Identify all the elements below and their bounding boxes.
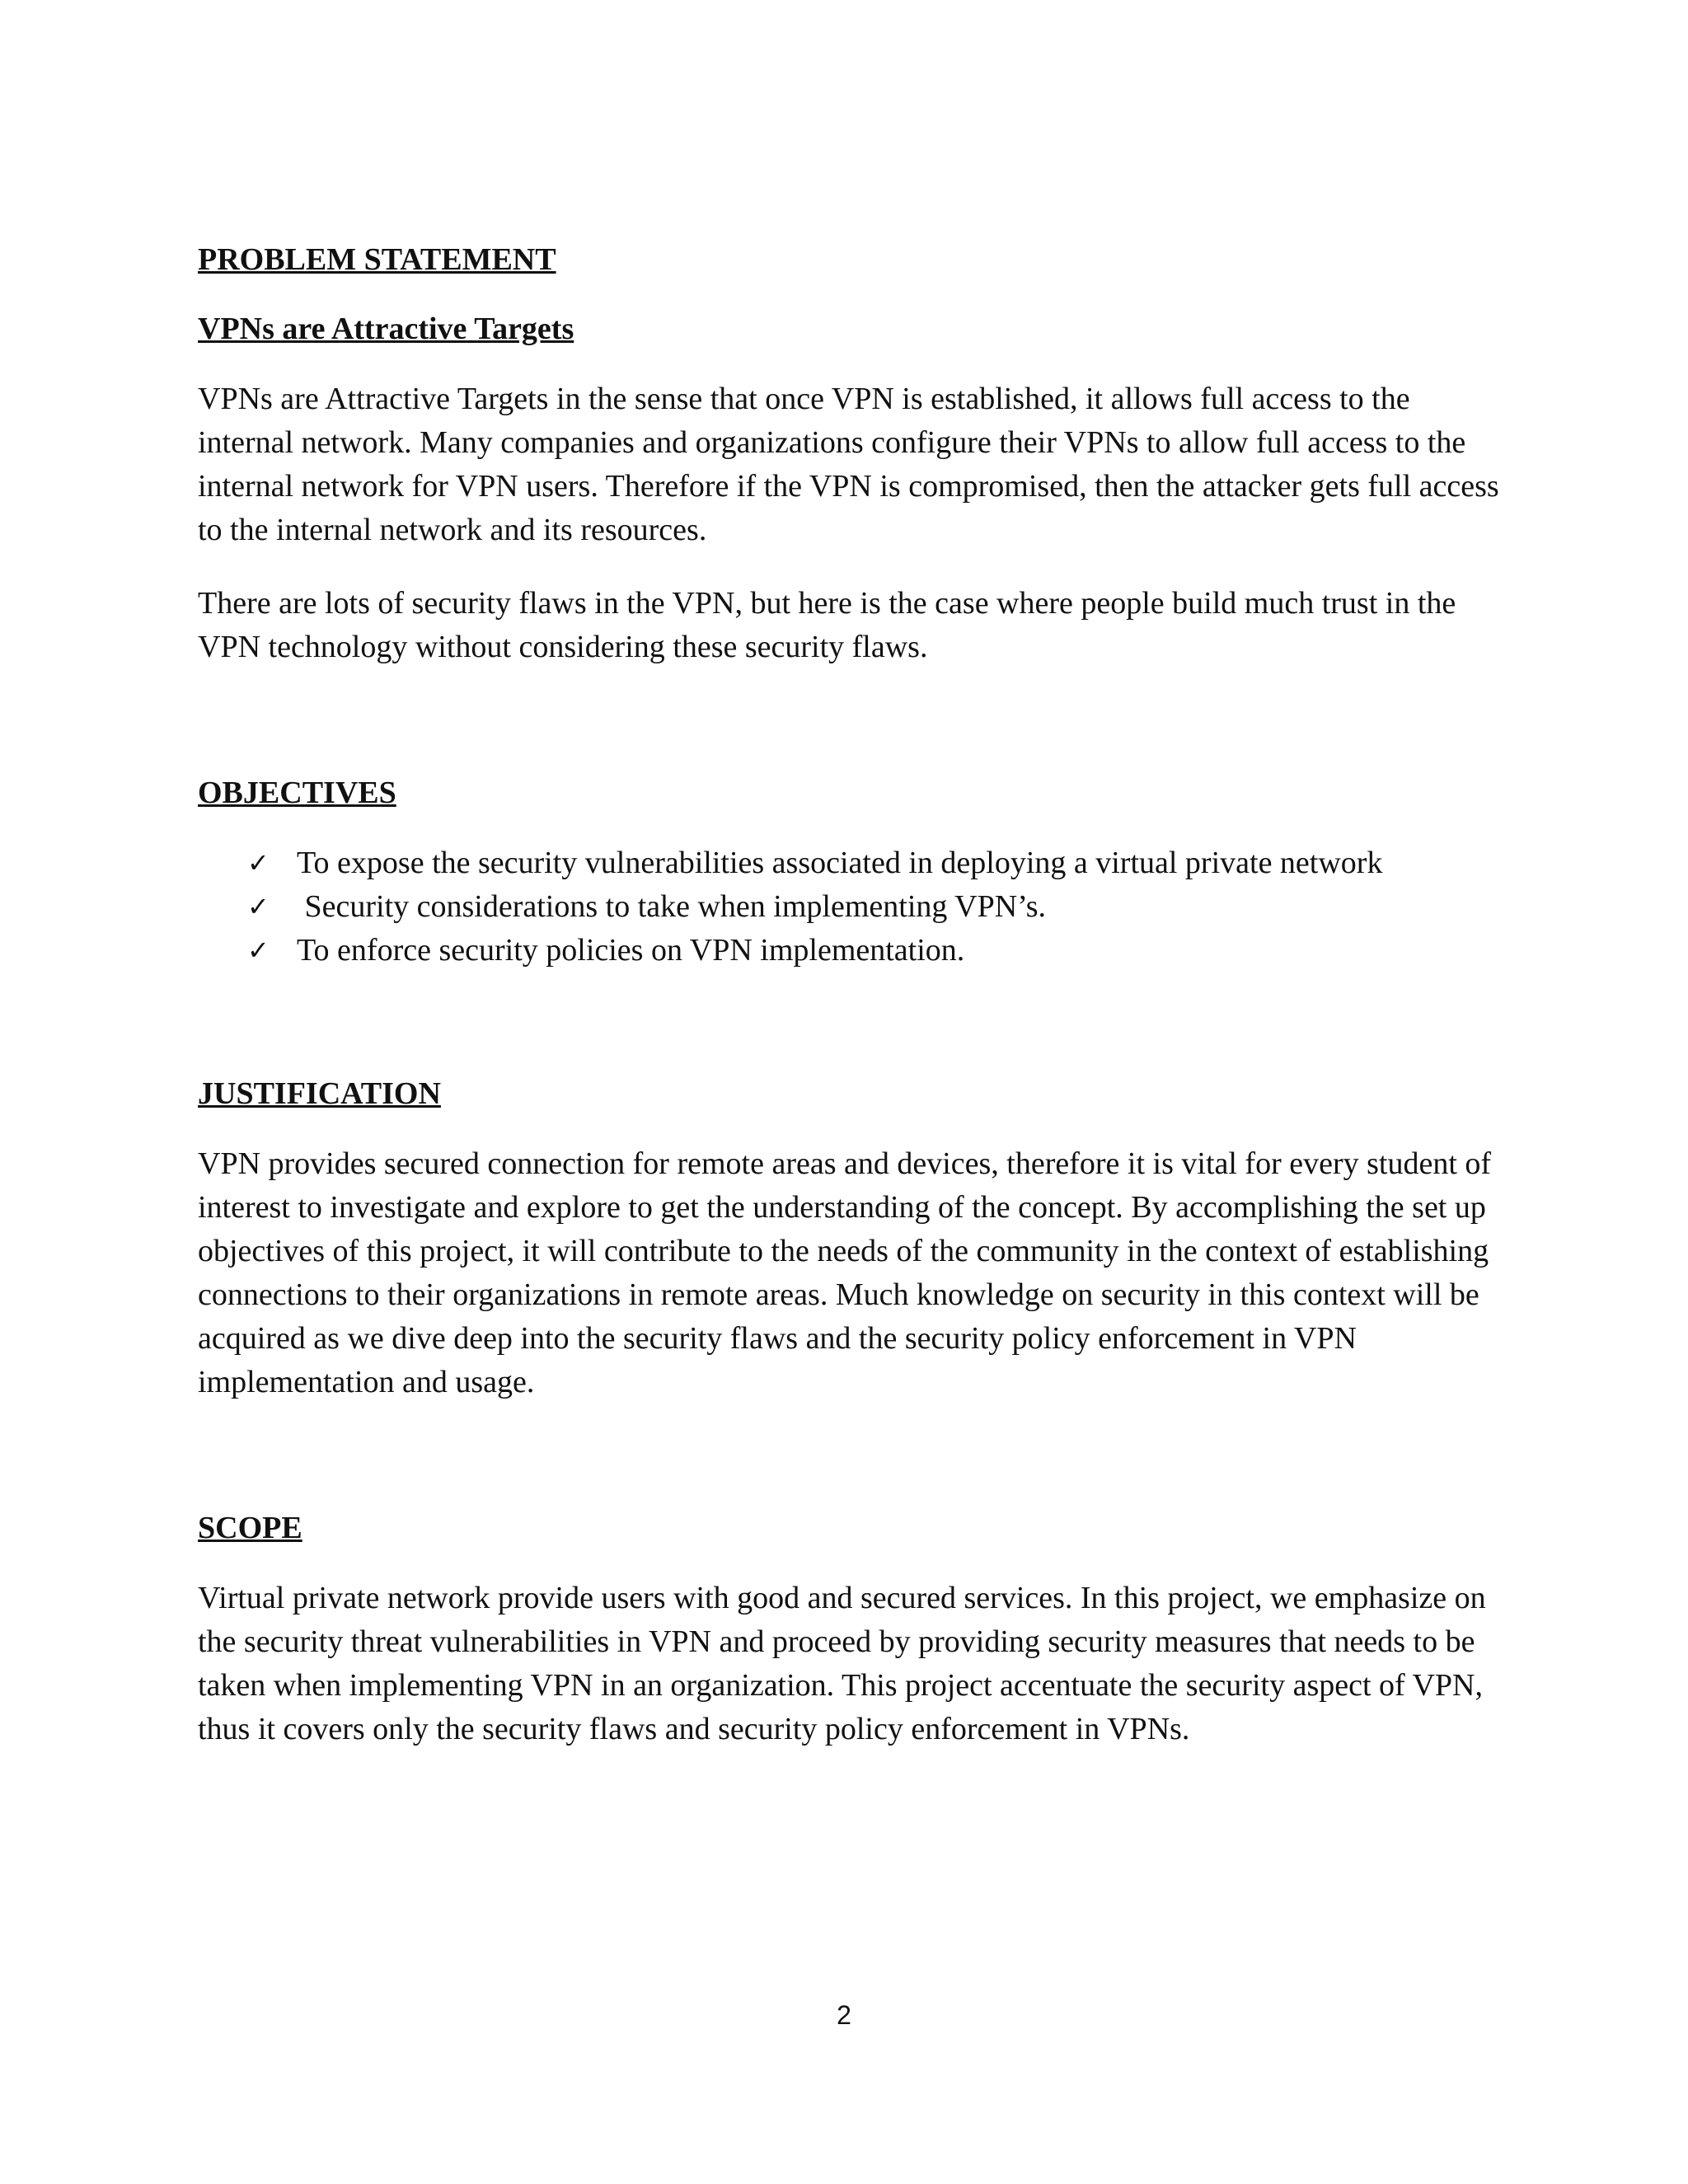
page-content [198, 239, 1500, 1751]
objective-item-text: Security considerations to take when implementing VPN’s. [297, 889, 1047, 924]
objective-item [247, 885, 1500, 929]
objectives-heading: OBJECTIVES [198, 776, 396, 810]
justification-heading: JUSTIFICATION [198, 1076, 441, 1111]
check-icon: ✓ [247, 847, 270, 879]
objectives-list [198, 841, 1500, 972]
justification-paragraph: VPN provides secured connection for remote areas and devices, therefore it is vital for every student of interest to investigate and explore to get the understanding of the concept. By accomplishing the set up objectives of this project, it will contribute to the needs of the community in the context of establishing connections to their organizations in remote areas. Much knowledge on security in this context will be acquired as we dive deep into the security flaws and the security policy enforcement in VPN implementation and usage. [198, 1146, 1492, 1399]
objective-item-text: To expose the security vulnerabilities associated in deploying a virtual private network [297, 846, 1383, 880]
objective-item [247, 929, 1500, 972]
problem-statement-heading: PROBLEM STATEMENT [198, 242, 556, 277]
scope-heading: SCOPE [198, 1511, 302, 1545]
check-icon: ✓ [247, 935, 270, 966]
scope-paragraph: Virtual private network provide users with good and secured services. In this project, we emphasize on the security threat vulnerabilities in VPN and proceed by providing security measures that needs to be taken when implementing VPN in an organization. This project accentuate the security aspect of VPN, thus it covers only the security flaws and security policy enforcement in VPNs. [198, 1581, 1486, 1746]
objective-item-text: To enforce security policies on VPN implementation. [297, 933, 965, 968]
page-number: 2 [837, 2000, 851, 2030]
check-icon: ✓ [247, 891, 270, 922]
problem-statement-paragraph-2: There are lots of security flaws in the VPN, but here is the case where people build much trust in the VPN technology without considering these security flaws. [198, 586, 1456, 664]
objective-item [247, 841, 1500, 885]
vpns-attractive-targets-subheading: VPNs are Attractive Targets [198, 312, 574, 346]
problem-statement-paragraph-1: VPNs are Attractive Targets in the sense that once VPN is established, it allows full access to the internal network. Many companies and organizations configure their VPNs to allow full access to the internal network for VPN users. Therefore if the VPN is compromised, then the attacker gets full access to the internal network and its resources. [198, 382, 1499, 547]
